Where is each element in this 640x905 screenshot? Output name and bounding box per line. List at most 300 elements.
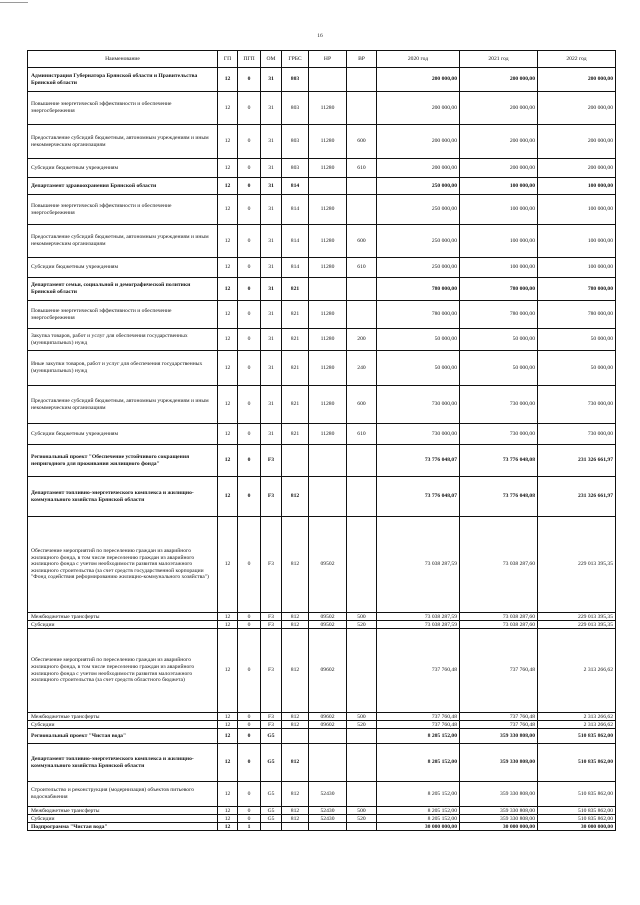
cell-2021: 730 000,00 — [460, 424, 538, 445]
cell-grbs: 812 — [282, 782, 309, 807]
cell-np — [309, 68, 347, 92]
cell-2020: 200 000,00 — [377, 92, 460, 125]
table-row — [28, 386, 616, 424]
cell-pgp: 0 — [238, 195, 261, 225]
cell-name: Субсидии бюджетным учреждениям — [28, 159, 218, 178]
cell-gp: 12 — [218, 445, 238, 477]
cell-grbs: 814 — [282, 178, 309, 195]
cell-om: 31 — [261, 258, 282, 278]
cell-pgp: 0 — [238, 225, 261, 258]
cell-vr: 610 — [347, 159, 377, 178]
table-row — [28, 301, 616, 329]
cell-name: Подпрограмма "Чистая вода" — [28, 823, 218, 831]
cell-2021: 100 000,00 — [460, 178, 538, 195]
cell-name: Администрация Губернатора Брянской области и Правительства Брянской области — [28, 68, 218, 92]
cell-vr — [347, 729, 377, 744]
cell-2022: 30 000 000,00 — [538, 823, 616, 831]
cell-2022: 100 000,00 — [538, 258, 616, 278]
table-row — [28, 351, 616, 386]
cell-pgp: 0 — [238, 301, 261, 329]
cell-2021: 359 330 808,00 — [460, 744, 538, 782]
cell-name: Предоставление субсидий бюджетным, автономным учреждениям и иным некоммерческим организациям — [28, 125, 218, 159]
cell-om: F3 — [261, 477, 282, 517]
cell-np: 52430 — [309, 782, 347, 807]
cell-2020: 50 000,00 — [377, 351, 460, 386]
cell-vr — [347, 782, 377, 807]
cell-pgp: 0 — [238, 629, 261, 713]
cell-pgp: 0 — [238, 517, 261, 613]
cell-name: Межбюджетные трансферты — [28, 713, 218, 721]
cell-2021: 50 000,00 — [460, 329, 538, 351]
cell-grbs: 814 — [282, 258, 309, 278]
cell-name: Иные закупки товаров, работ и услуг для обеспечения государственных (муниципальных) нужд — [28, 351, 218, 386]
cell-np — [309, 445, 347, 477]
cell-2021: 200 000,00 — [460, 68, 538, 92]
table-row — [28, 195, 616, 225]
header-gp: ГП — [218, 51, 238, 68]
cell-grbs: 812 — [282, 629, 309, 713]
header-2021: 2021 год — [460, 51, 538, 68]
cell-vr: 600 — [347, 225, 377, 258]
cell-om: G5 — [261, 744, 282, 782]
cell-name: Межбюджетные трансферты — [28, 613, 218, 621]
cell-2022: 200 000,00 — [538, 92, 616, 125]
cell-om — [261, 823, 282, 831]
cell-pgp: 0 — [238, 744, 261, 782]
scan-corner-mark — [0, 2, 28, 3]
table-row — [28, 815, 616, 823]
cell-om: F3 — [261, 629, 282, 713]
cell-2021: 30 000 000,00 — [460, 823, 538, 831]
table-row — [28, 92, 616, 125]
cell-pgp: 0 — [238, 613, 261, 621]
table-row — [28, 225, 616, 258]
cell-2021: 73 776 048,08 — [460, 477, 538, 517]
cell-gp: 12 — [218, 613, 238, 621]
cell-gp: 12 — [218, 721, 238, 729]
cell-gp: 12 — [218, 92, 238, 125]
cell-vr: 600 — [347, 386, 377, 424]
cell-gp: 12 — [218, 815, 238, 823]
cell-vr — [347, 92, 377, 125]
cell-2021: 73 776 048,08 — [460, 445, 538, 477]
cell-gp: 12 — [218, 782, 238, 807]
cell-grbs: 821 — [282, 301, 309, 329]
cell-pgp: 0 — [238, 258, 261, 278]
cell-vr — [347, 278, 377, 301]
cell-2022: 2 313 266,62 — [538, 721, 616, 729]
cell-np — [309, 278, 347, 301]
cell-2021: 359 330 808,00 — [460, 815, 538, 823]
cell-vr: 200 — [347, 329, 377, 351]
cell-vr: 520 — [347, 815, 377, 823]
cell-2020: 73 776 048,07 — [377, 477, 460, 517]
cell-pgp: 1 — [238, 823, 261, 831]
cell-name: Обеспечение мероприятий по переселению граждан из аварийного жилищного фонда, в том числе переселению граждан из аварийного жилищного фонда с учетом необходимости развития малоэтажного жилищного строительства (за счет средств государственной корпорации "Фонд содействия реформированию жилищно-коммунального хозяйства") — [28, 517, 218, 613]
cell-om: 31 — [261, 424, 282, 445]
cell-om: 31 — [261, 125, 282, 159]
table-row — [28, 68, 616, 92]
cell-pgp: 0 — [238, 159, 261, 178]
cell-om: 31 — [261, 159, 282, 178]
cell-np: 09602 — [309, 721, 347, 729]
cell-vr: 240 — [347, 351, 377, 386]
cell-vr — [347, 477, 377, 517]
cell-om: G5 — [261, 807, 282, 815]
table-row — [28, 807, 616, 815]
cell-pgp: 0 — [238, 782, 261, 807]
cell-np: 09602 — [309, 629, 347, 713]
cell-2022: 229 013 395,35 — [538, 613, 616, 621]
cell-name: Предоставление субсидий бюджетным, автономным учреждениям и иным некоммерческим организациям — [28, 386, 218, 424]
cell-pgp: 0 — [238, 92, 261, 125]
table-row — [28, 713, 616, 721]
cell-2020: 737 760,48 — [377, 713, 460, 721]
table-row — [28, 517, 616, 613]
cell-vr: 600 — [347, 125, 377, 159]
cell-2021: 100 000,00 — [460, 225, 538, 258]
cell-vr — [347, 744, 377, 782]
cell-2022: 50 000,00 — [538, 329, 616, 351]
cell-gp: 12 — [218, 629, 238, 713]
cell-2022: 510 835 862,00 — [538, 782, 616, 807]
cell-2022: 2 313 266,62 — [538, 713, 616, 721]
cell-grbs: 803 — [282, 68, 309, 92]
cell-gp: 12 — [218, 301, 238, 329]
cell-grbs — [282, 729, 309, 744]
cell-np: 52430 — [309, 815, 347, 823]
table-body — [28, 68, 616, 831]
cell-om: 31 — [261, 301, 282, 329]
cell-2022: 50 000,00 — [538, 351, 616, 386]
cell-name: Субсидии — [28, 721, 218, 729]
cell-pgp: 0 — [238, 68, 261, 92]
cell-name: Субсидии бюджетным учреждениям — [28, 258, 218, 278]
cell-gp: 12 — [218, 351, 238, 386]
cell-grbs: 812 — [282, 807, 309, 815]
cell-np: 11280 — [309, 329, 347, 351]
header-pgp: ПГП — [238, 51, 261, 68]
cell-2020: 73 776 048,07 — [377, 445, 460, 477]
cell-gp: 12 — [218, 278, 238, 301]
cell-2021: 100 000,00 — [460, 195, 538, 225]
cell-vr — [347, 68, 377, 92]
cell-2021: 100 000,00 — [460, 258, 538, 278]
cell-gp: 12 — [218, 125, 238, 159]
cell-vr: 500 — [347, 613, 377, 621]
table-row — [28, 278, 616, 301]
cell-name: Департамент здравоохранения Брянской области — [28, 178, 218, 195]
cell-gp: 12 — [218, 258, 238, 278]
cell-grbs — [282, 823, 309, 831]
cell-vr — [347, 629, 377, 713]
cell-gp: 12 — [218, 329, 238, 351]
table-row — [28, 721, 616, 729]
table-row — [28, 159, 616, 178]
table-header-row — [28, 51, 616, 68]
cell-2022: 510 835 862,00 — [538, 807, 616, 815]
table-row — [28, 424, 616, 445]
cell-vr: 500 — [347, 713, 377, 721]
table-row — [28, 613, 616, 621]
cell-2020: 8 205 152,00 — [377, 744, 460, 782]
header-grbs: ГРБС — [282, 51, 309, 68]
cell-name: Межбюджетные трансферты — [28, 807, 218, 815]
cell-pgp: 0 — [238, 351, 261, 386]
cell-pgp: 0 — [238, 445, 261, 477]
cell-pgp: 0 — [238, 713, 261, 721]
cell-pgp: 0 — [238, 329, 261, 351]
cell-2022: 200 000,00 — [538, 68, 616, 92]
cell-gp: 12 — [218, 386, 238, 424]
cell-2022: 100 000,00 — [538, 178, 616, 195]
cell-np — [309, 729, 347, 744]
cell-gp: 12 — [218, 517, 238, 613]
cell-pgp: 0 — [238, 386, 261, 424]
table-row — [28, 477, 616, 517]
cell-grbs: 812 — [282, 744, 309, 782]
table-row — [28, 125, 616, 159]
cell-pgp: 0 — [238, 721, 261, 729]
cell-2020: 780 000,00 — [377, 301, 460, 329]
cell-2020: 50 000,00 — [377, 329, 460, 351]
cell-2020: 200 000,00 — [377, 68, 460, 92]
cell-np: 11280 — [309, 195, 347, 225]
table-row — [28, 621, 616, 629]
cell-np: 11280 — [309, 125, 347, 159]
cell-2020: 73 038 287,59 — [377, 517, 460, 613]
cell-grbs: 821 — [282, 278, 309, 301]
cell-2020: 8 205 152,00 — [377, 815, 460, 823]
cell-2020: 250 000,00 — [377, 225, 460, 258]
cell-name: Закупка товаров, работ и услуг для обеспечения государственных (муниципальных) нужд — [28, 329, 218, 351]
cell-om: 31 — [261, 195, 282, 225]
cell-2021: 737 760,48 — [460, 629, 538, 713]
cell-om: 31 — [261, 178, 282, 195]
table-row — [28, 178, 616, 195]
cell-np: 09502 — [309, 517, 347, 613]
cell-name: Региональный проект "Чистая вода" — [28, 729, 218, 744]
cell-vr: 500 — [347, 807, 377, 815]
cell-grbs: 812 — [282, 721, 309, 729]
cell-name: Департамент топливно-энергетического комплекса и жилищно-коммунального хозяйства Брянской области — [28, 744, 218, 782]
cell-np: 11280 — [309, 424, 347, 445]
cell-pgp: 0 — [238, 424, 261, 445]
cell-gp: 12 — [218, 807, 238, 815]
cell-name: Предоставление субсидий бюджетным, автономным учреждениям и иным некоммерческим организациям — [28, 225, 218, 258]
cell-gp: 12 — [218, 713, 238, 721]
cell-2022: 730 000,00 — [538, 424, 616, 445]
table-row — [28, 744, 616, 782]
cell-2021: 737 760,48 — [460, 721, 538, 729]
table-row — [28, 329, 616, 351]
cell-gp: 12 — [218, 424, 238, 445]
cell-2022: 510 835 862,00 — [538, 815, 616, 823]
cell-2021: 359 330 808,00 — [460, 729, 538, 744]
cell-gp: 12 — [218, 178, 238, 195]
cell-2022: 510 835 862,00 — [538, 744, 616, 782]
cell-gp: 12 — [218, 477, 238, 517]
cell-2020: 200 000,00 — [377, 125, 460, 159]
cell-2021: 780 000,00 — [460, 301, 538, 329]
cell-pgp: 0 — [238, 807, 261, 815]
cell-vr: 520 — [347, 621, 377, 629]
cell-2021: 200 000,00 — [460, 92, 538, 125]
cell-grbs: 812 — [282, 613, 309, 621]
cell-2022: 730 000,00 — [538, 386, 616, 424]
cell-om: G5 — [261, 729, 282, 744]
cell-om: F3 — [261, 621, 282, 629]
cell-2020: 250 000,00 — [377, 178, 460, 195]
cell-2022: 200 000,00 — [538, 125, 616, 159]
cell-2020: 8 205 152,00 — [377, 782, 460, 807]
cell-grbs: 803 — [282, 159, 309, 178]
cell-om: 31 — [261, 386, 282, 424]
cell-grbs: 812 — [282, 477, 309, 517]
table-row — [28, 823, 616, 831]
cell-np: 11280 — [309, 258, 347, 278]
cell-grbs: 812 — [282, 517, 309, 613]
cell-om: G5 — [261, 815, 282, 823]
cell-2020: 737 760,48 — [377, 629, 460, 713]
header-vr: ВР — [347, 51, 377, 68]
cell-2022: 100 000,00 — [538, 225, 616, 258]
cell-2022: 231 326 661,97 — [538, 445, 616, 477]
cell-vr — [347, 195, 377, 225]
cell-2021: 780 000,00 — [460, 278, 538, 301]
cell-vr — [347, 301, 377, 329]
cell-grbs: 803 — [282, 92, 309, 125]
cell-gp: 12 — [218, 621, 238, 629]
budget-table — [27, 50, 616, 831]
cell-vr — [347, 445, 377, 477]
cell-np — [309, 178, 347, 195]
cell-2021: 200 000,00 — [460, 159, 538, 178]
page-number: 16 — [317, 33, 323, 39]
cell-om: F3 — [261, 445, 282, 477]
table-row — [28, 445, 616, 477]
cell-2020: 250 000,00 — [377, 258, 460, 278]
cell-2021: 730 000,00 — [460, 386, 538, 424]
cell-om: F3 — [261, 721, 282, 729]
cell-name: Строительство и реконструкция (модернизация) объектов питьевого водоснабжения — [28, 782, 218, 807]
cell-2020: 30 000 000,00 — [377, 823, 460, 831]
cell-grbs: 812 — [282, 815, 309, 823]
cell-vr: 610 — [347, 424, 377, 445]
table-row — [28, 782, 616, 807]
cell-pgp: 0 — [238, 178, 261, 195]
cell-2021: 359 330 808,00 — [460, 807, 538, 815]
cell-om: F3 — [261, 713, 282, 721]
cell-2022: 229 013 395,35 — [538, 621, 616, 629]
cell-2020: 780 000,00 — [377, 278, 460, 301]
cell-2020: 730 000,00 — [377, 424, 460, 445]
cell-om: 31 — [261, 92, 282, 125]
cell-gp: 12 — [218, 823, 238, 831]
table-row — [28, 258, 616, 278]
cell-om: 31 — [261, 329, 282, 351]
cell-2021: 737 760,48 — [460, 713, 538, 721]
cell-np: 09502 — [309, 621, 347, 629]
cell-name: Субсидии бюджетным учреждениям — [28, 424, 218, 445]
cell-gp: 12 — [218, 195, 238, 225]
cell-gp: 12 — [218, 225, 238, 258]
cell-np: 11280 — [309, 386, 347, 424]
cell-name: Субсидии — [28, 815, 218, 823]
cell-2022: 780 000,00 — [538, 278, 616, 301]
cell-np: 11280 — [309, 159, 347, 178]
cell-om: F3 — [261, 613, 282, 621]
cell-2022: 229 013 395,35 — [538, 517, 616, 613]
cell-2022: 780 000,00 — [538, 301, 616, 329]
cell-om: F3 — [261, 517, 282, 613]
cell-pgp: 0 — [238, 477, 261, 517]
cell-2022: 2 313 266,62 — [538, 629, 616, 713]
cell-grbs: 812 — [282, 621, 309, 629]
cell-om: 31 — [261, 278, 282, 301]
cell-np: 09602 — [309, 713, 347, 721]
cell-gp: 12 — [218, 729, 238, 744]
cell-vr — [347, 823, 377, 831]
cell-grbs: 814 — [282, 195, 309, 225]
cell-name: Повышение энергетической эффективности и обеспечение энергосбережения — [28, 92, 218, 125]
header-name: Наименование — [28, 51, 218, 68]
cell-name: Департамент топливно-энергетического комплекса и жилищно-коммунального хозяйства Брянской области — [28, 477, 218, 517]
cell-grbs: 821 — [282, 351, 309, 386]
cell-name: Субсидии — [28, 621, 218, 629]
cell-gp: 12 — [218, 159, 238, 178]
table-row — [28, 629, 616, 713]
cell-2021: 73 038 287,60 — [460, 621, 538, 629]
cell-om: 31 — [261, 225, 282, 258]
cell-np — [309, 823, 347, 831]
header-om: ОМ — [261, 51, 282, 68]
cell-vr — [347, 178, 377, 195]
header-2020: 2020 год — [377, 51, 460, 68]
cell-2020: 73 038 287,59 — [377, 621, 460, 629]
cell-2022: 200 000,00 — [538, 159, 616, 178]
cell-name: Департамент семьи, социальной и демографической политики Брянской области — [28, 278, 218, 301]
cell-np — [309, 477, 347, 517]
cell-name: Повышение энергетической эффективности и обеспечение энергосбережения — [28, 301, 218, 329]
cell-name: Повышение энергетической эффективности и обеспечение энергосбережения — [28, 195, 218, 225]
cell-pgp: 0 — [238, 278, 261, 301]
cell-grbs: 821 — [282, 386, 309, 424]
header-np: НР — [309, 51, 347, 68]
cell-pgp: 0 — [238, 621, 261, 629]
cell-grbs: 803 — [282, 125, 309, 159]
cell-grbs — [282, 445, 309, 477]
cell-name: Обеспечение мероприятий по переселению граждан из аварийного жилищного фонда, в том числе переселению граждан из аварийного жилищного фонда с учетом необходимости развития малоэтажного жилищного строительства (за счет средств областного бюджета) — [28, 629, 218, 713]
cell-vr: 520 — [347, 721, 377, 729]
cell-np: 11280 — [309, 351, 347, 386]
cell-2022: 510 835 862,00 — [538, 729, 616, 744]
cell-np: 09502 — [309, 613, 347, 621]
cell-pgp: 0 — [238, 729, 261, 744]
cell-om: 31 — [261, 351, 282, 386]
cell-2020: 250 000,00 — [377, 195, 460, 225]
cell-2020: 8 205 152,00 — [377, 807, 460, 815]
cell-2021: 200 000,00 — [460, 125, 538, 159]
cell-2020: 730 000,00 — [377, 386, 460, 424]
cell-2021: 73 038 287,60 — [460, 517, 538, 613]
cell-np: 11280 — [309, 225, 347, 258]
cell-2020: 8 205 152,00 — [377, 729, 460, 744]
cell-vr — [347, 517, 377, 613]
cell-2021: 73 038 287,60 — [460, 613, 538, 621]
table-row — [28, 729, 616, 744]
cell-gp: 12 — [218, 744, 238, 782]
